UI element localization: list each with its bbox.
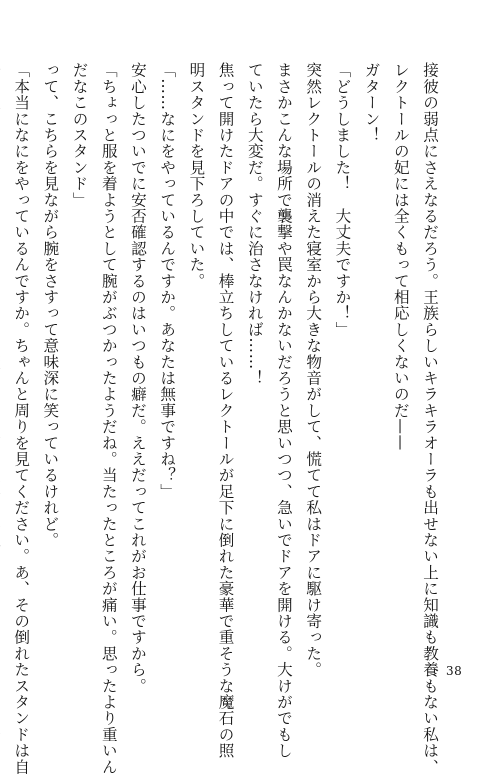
text-line: 「……なにをやっているんですか。あなたは無事ですね？」 — [158, 62, 177, 500]
text-line: 「どうしました！ 大丈夫ですか！」 — [333, 62, 352, 338]
text-line: 「本当になにをやっているんですか。ちゃんと周りを見てください。あ、その倒れたスタンドは自 — [12, 62, 31, 775]
vertical-text-body — [0, 62, 444, 775]
text-line: レクトールの妃には全くもって相応しくないのだ—— — [391, 62, 410, 451]
text-line: ていたら大変だ。すぐに治さなければ……！ — [245, 62, 264, 386]
text-line: 突然レクトールの消えた寝室から大きな物音がして、慌てて私はドアに駆け寄った。 — [304, 62, 323, 678]
text-line: まさかこんな場所で襲撃や罠なんかないだろうと思いつつ、急いでドアを開ける。大けがでもし — [274, 62, 293, 759]
page-number: 38 — [446, 664, 463, 678]
text-line: 安心したついでに安否確認するのはいつもの癖だ。ええだってこれがお仕事ですから。 — [128, 62, 147, 694]
text-line: 接彼の弱点にさえなるだろう。王族らしいキラキラオーラも出せない上に知識も教養もない私は、 — [421, 62, 439, 775]
text-line: 焦って開けたドアの中では、棒立ちしているレクトールが足下に倒れた豪華で重そうな魔石の照 — [216, 62, 235, 759]
text-line: ガターン！ — [362, 62, 381, 143]
text-line: だなこのスタンド」 — [70, 62, 89, 208]
text-line: 「ちょっと服を着ようとして腕がぶつかったようだね。当たったところが痛い。思ったより重いん — [99, 62, 118, 775]
text-line — [0, 62, 6, 652]
text-line: 明スタンドを見下ろしていた。 — [187, 62, 206, 289]
text-line: って、こちらを見ながら腕をさすって意味深に笑っているけれど。 — [41, 62, 60, 548]
